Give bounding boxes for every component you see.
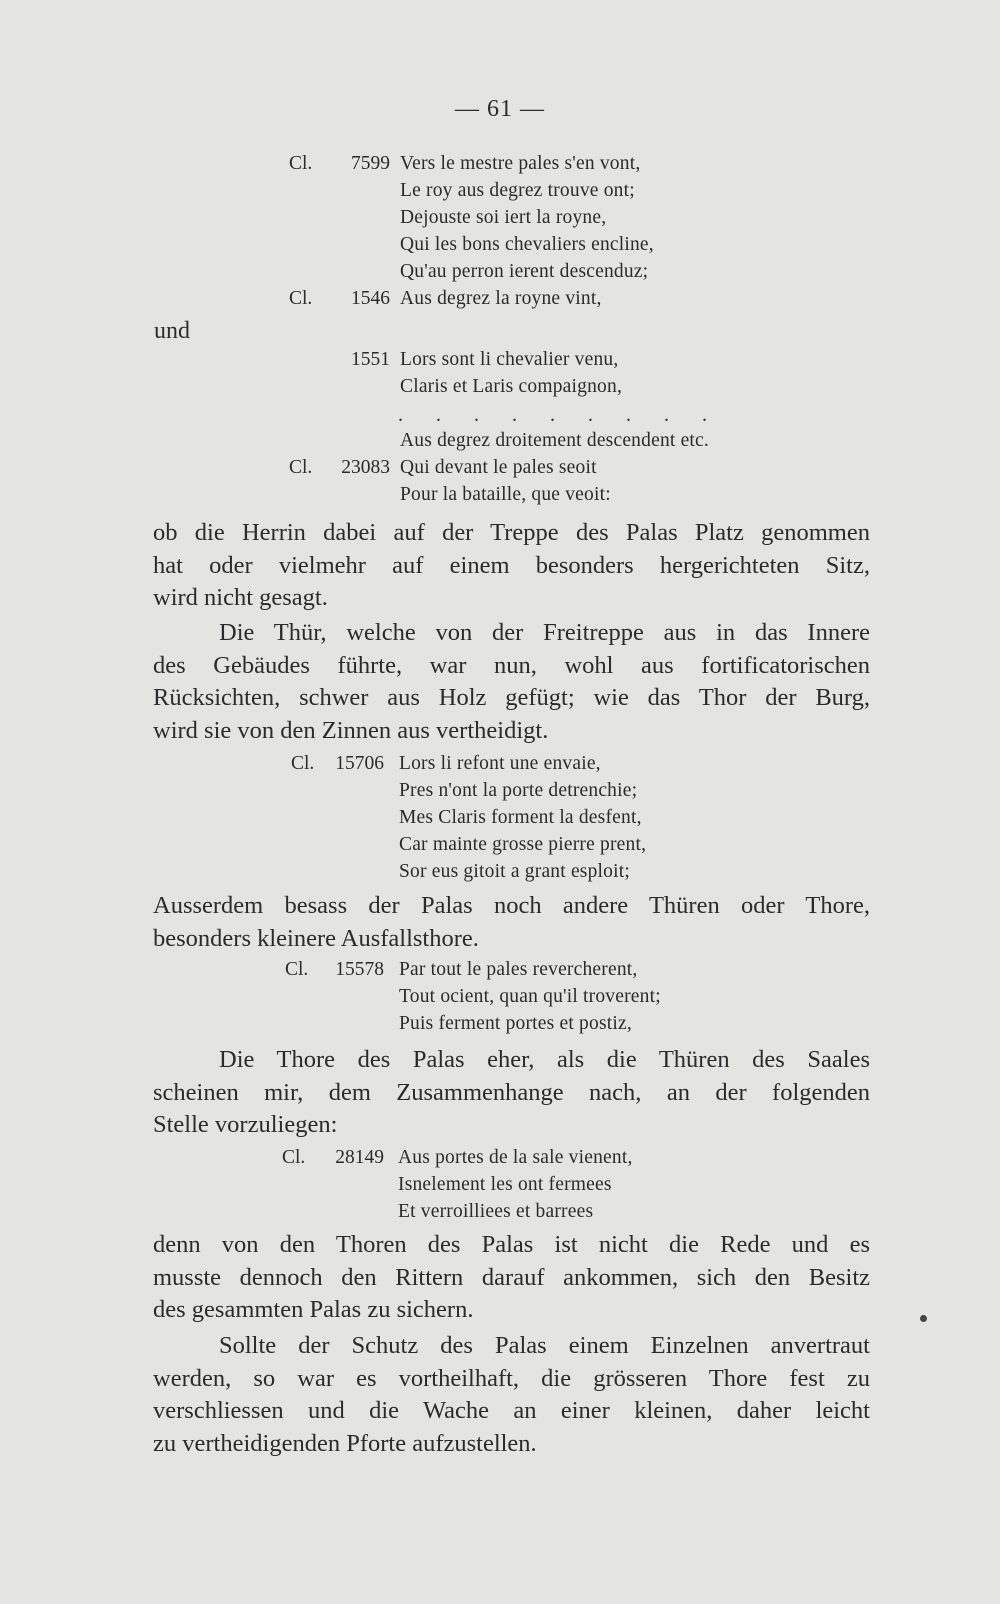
verse-line: Car mainte grosse pierre prent,: [399, 834, 647, 855]
verse-ref-label: Cl.: [285, 959, 309, 980]
paragraph-line: Die Thür, welche von der Freitreppe aus in das Innere: [219, 619, 870, 646]
verse-line: Dejouste soi iert la royne,: [400, 207, 607, 228]
verse-line: Pres n'ont la porte detrenchie;: [399, 780, 638, 801]
paragraph-line: scheinen mir, dem Zusammenhange nach, an der folgenden: [153, 1078, 870, 1106]
verse-ref-label: Cl.: [291, 753, 315, 774]
verse-line: Qui devant le pales seoit: [400, 457, 597, 478]
verse-line: Lors li refont une envaie,: [399, 753, 601, 774]
verse-line: Tout ocient, quan qu'il troverent;: [399, 986, 661, 1007]
verse-ref-label: Cl.: [289, 457, 313, 478]
paragraph-4: [153, 1044, 870, 1142]
verse-line: Vers le mestre pales s'en vont,: [400, 153, 641, 174]
verse-number: 15706: [335, 753, 384, 774]
verse-line: Sor eus gitoit a grant esploit;: [399, 861, 630, 882]
verse-line: Lors sont li chevalier venu,: [400, 349, 619, 370]
paragraph-6: [153, 1330, 870, 1460]
verse-line: Qui les bons chevaliers encline,: [400, 234, 654, 255]
paragraph-line: besonders kleinere Ausfallsthore.: [153, 924, 479, 952]
paragraph-line: Stelle vorzuliegen:: [153, 1111, 338, 1139]
paragraph-line: verschliessen und die Wache an einer kleinen, daher leicht: [153, 1397, 870, 1425]
ellipsis-dots: . . . . . . . . .: [398, 404, 721, 426]
verse-line: Le roy aus degrez trouve ont;: [400, 180, 635, 201]
verse-line: Qu'au perron ierent descenduz;: [400, 261, 649, 282]
verse-ref-label: Cl.: [282, 1147, 306, 1168]
paragraph-line: denn von den Thoren des Palas ist nicht die Rede und es: [153, 1231, 870, 1258]
und-label: und: [154, 318, 190, 344]
verse-line: Par tout le pales revercherent,: [399, 959, 638, 980]
paragraph-line: des Gebäudes führte, war nun, wohl aus fortificatorischen: [153, 651, 870, 679]
verse-line: Aus degrez la royne vint,: [400, 288, 602, 309]
verse-line: Claris et Laris compaignon,: [400, 376, 623, 397]
paragraph-line: zu vertheidigenden Pforte aufzustellen.: [153, 1429, 537, 1457]
paragraph-1: [153, 517, 870, 615]
verse-number: 23083: [341, 457, 390, 478]
verse-number: 1551: [351, 349, 390, 370]
paragraph-line: Die Thore des Palas eher, als die Thüren des Saales: [219, 1046, 870, 1073]
paragraph-2: [153, 617, 870, 747]
paragraph-line: Ausserdem besass der Palas noch andere Thüren oder Thore,: [153, 892, 870, 919]
paragraph-line: werden, so war es vortheilhaft, die grösseren Thore fest zu: [153, 1364, 870, 1392]
paragraph-line: wird sie von den Zinnen aus vertheidigt.: [153, 716, 549, 744]
verse-line: Pour la bataille, que veoit:: [400, 484, 611, 505]
verse-line: Et verroilliees et barrees: [398, 1201, 594, 1222]
paragraph-5: [153, 1229, 870, 1327]
paragraph-line: hat oder vielmehr auf einem besonders hergerichteten Sitz,: [153, 551, 870, 579]
paragraph-3: [153, 890, 870, 955]
paragraph-line: Sollte der Schutz des Palas einem Einzelnen anvertraut: [219, 1332, 870, 1359]
verse-number: 28149: [335, 1147, 384, 1168]
verse-ref-label: Cl.: [289, 153, 313, 174]
verse-line: Puis ferment portes et postiz,: [399, 1013, 632, 1034]
page-number: — 61 —: [455, 96, 545, 122]
verse-number: 1546: [351, 288, 390, 309]
paragraph-line: musste dennoch den Rittern darauf ankommen, sich den Besitz: [153, 1263, 870, 1291]
verse-number: 7599: [351, 153, 390, 174]
verse-number: 15578: [335, 959, 384, 980]
verse-line: Aus portes de la sale vienent,: [398, 1147, 633, 1168]
ink-spot: [920, 1315, 927, 1322]
paragraph-line: ob die Herrin dabei auf der Treppe des Palas Platz genommen: [153, 519, 870, 546]
verse-line: Isnelement les ont fermees: [398, 1174, 612, 1195]
verse-line: Aus degrez droitement descendent etc.: [400, 430, 709, 451]
verse-line: Mes Claris forment la desfent,: [399, 807, 642, 828]
paragraph-line: Rücksichten, schwer aus Holz gefügt; wie das Thor der Burg,: [153, 684, 870, 712]
paragraph-line: wird nicht gesagt.: [153, 584, 328, 612]
paragraph-line: des gesammten Palas zu sichern.: [153, 1296, 474, 1324]
verse-ref-label: Cl.: [289, 288, 313, 309]
